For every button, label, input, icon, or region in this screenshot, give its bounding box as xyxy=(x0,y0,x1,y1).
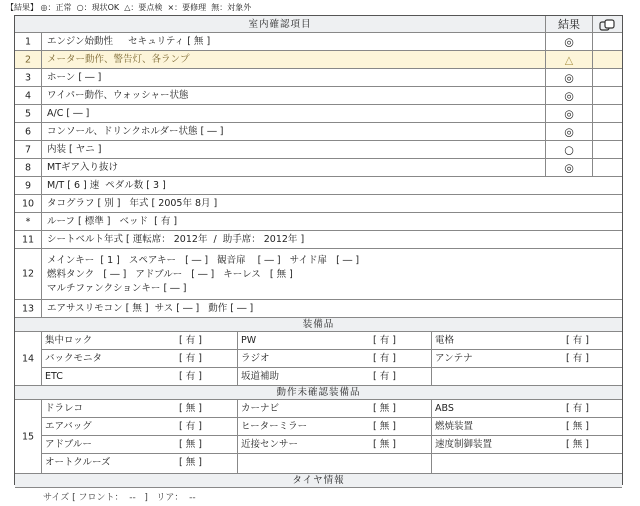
header-row xyxy=(15,16,622,33)
item-row-7: 7 内装 [ ヤニ ] ○ xyxy=(15,141,622,159)
unconfirmed-cell: エアバッグ [ 有 ] xyxy=(42,418,237,436)
item-row-3: 3 ホーン [ ― ] ◎ xyxy=(15,69,622,87)
equipment-grid: 14 集中ロック [ 有 ] PW [ 有 ] 電格 [ 有 ] バックモニタ [ 有 ] ラジオ [ 有 ] アンテナ [ 有 ] ETC [ 有 ] 坂道補助 [ 有 ] xyxy=(15,332,622,386)
unconfirmed-cell: 近接センサー [ 無 ] xyxy=(238,436,431,454)
unconfirmed-cell: カーナビ [ 無 ] xyxy=(238,400,431,418)
equipment-cell: ラジオ [ 有 ] xyxy=(238,350,431,368)
equipment-cell: 坂道補助 [ 有 ] xyxy=(241,371,396,382)
equipment-cell: 集中ロック [ 有 ] xyxy=(42,332,237,350)
info-row-roof: * ルーフ [ 標準 ] ベッド [ 有 ] xyxy=(15,213,622,231)
unconfirmed-cell-empty xyxy=(432,454,622,472)
item-result: ◎ xyxy=(564,35,574,48)
item-row-2-highlighted: 2 メーター動作、警告灯、各ランプ △ xyxy=(15,51,622,69)
unconfirmed-cell-empty xyxy=(238,454,431,472)
tire-row-partial: サイズ [ フロント： -- ] リア： -- xyxy=(43,493,202,503)
unconfirmed-cell: 速度制御装置 [ 無 ] xyxy=(432,436,622,454)
item-result: △ xyxy=(564,53,574,66)
section-unconfirmed: 動作未確認装備品 xyxy=(15,386,622,400)
item-result: ◎ xyxy=(564,161,574,174)
item-result: ◎ xyxy=(564,71,574,84)
keys-row-12: 12 メインキー [ 1 ] スペアキー [ ― ] 観音扉 [ ― ] サイド扉 [ ― ] 燃料タンク [ ― ] アドブルー [ ― ] キーレス [ 無 ] マルチファンクションキー [ ― ] xyxy=(15,249,622,300)
equipment-cell: バックモニタ [ 有 ] xyxy=(42,350,237,368)
unconfirmed-grid: 15 ドラレコ [ 無 ] カーナビ [ 無 ] ABS [ 有 ] エアバッグ [ 有 ] ヒーターミラー [ 無 ] 燃焼装置 [ 無 ] アドブルー [ 無 ] 近接センサー [ 無 ] 速度制御装置 [ 無 ] オートクルーズ [ 無 ] xyxy=(15,400,622,474)
equipment-cell: 電格 [ 有 ] xyxy=(432,332,622,350)
unconfirmed-cell: オートクルーズ [ 無 ] xyxy=(45,457,202,468)
airsus-row-13: 13 エアサスリモコン [ 無 ] サス [ ― ] 動作 [ ― ] xyxy=(15,300,622,318)
item-result: ◎ xyxy=(564,125,574,138)
item-result: ○ xyxy=(564,143,574,156)
item-row-6: 6 コンソール、ドリンクホルダー状態 [ ― ] ◎ xyxy=(15,123,622,141)
equipment-cell: ETC [ 有 ] xyxy=(45,371,202,382)
header-title: 室内確認項目 xyxy=(248,19,312,30)
equipment-cell: アンテナ [ 有 ] xyxy=(432,350,622,368)
unconfirmed-cell: ヒーターミラー [ 無 ] xyxy=(238,418,431,436)
header-icon-cell xyxy=(592,16,622,32)
unconfirmed-cell: 燃焼装置 [ 無 ] xyxy=(432,418,622,436)
item-row-5: 5 A/C [ ― ] ◎ xyxy=(15,105,622,123)
equipment-cell: PW [ 有 ] xyxy=(238,332,431,350)
info-row-9: 9 M/T [ 6 ] 速 ペダル数 [ 3 ] xyxy=(15,177,622,195)
item-result: ◎ xyxy=(564,107,574,120)
header-result: 結果 xyxy=(545,16,592,32)
unconfirmed-cell: ABS [ 有 ] xyxy=(432,400,622,418)
unconfirmed-cell: ドラレコ [ 無 ] xyxy=(42,400,237,418)
item-result: ◎ xyxy=(564,89,574,102)
info-row-10: 10 タコグラフ [ 別 ] 年式 [ 2005年 8月 ] xyxy=(15,195,622,213)
copy-icon[interactable] xyxy=(599,19,617,31)
item-row-8: 8 MTギア入り抜け ◎ xyxy=(15,159,622,177)
equipment-cell-empty xyxy=(432,368,622,386)
section-equipment: 装備品 xyxy=(15,318,622,332)
unconfirmed-cell: アドブルー [ 無 ] xyxy=(42,436,237,454)
section-tire: タイヤ情報 xyxy=(15,474,622,488)
result-legend: 【結果】 ◎：正常 ○：現状OK △：要点検 ×：要修理 無：対象外 xyxy=(6,3,252,12)
inspection-sheet xyxy=(14,15,623,503)
item-row-1: 1 エンジン始動性 セキュリティ [ 無 ] ◎ xyxy=(15,33,622,51)
info-row-11: 11 シートベルト年式 [ 運転席： 2012年 / 助手席： 2012年 ] xyxy=(15,231,622,249)
item-row-4: 4 ワイパー動作、ウォッシャー状態 ◎ xyxy=(15,87,622,105)
